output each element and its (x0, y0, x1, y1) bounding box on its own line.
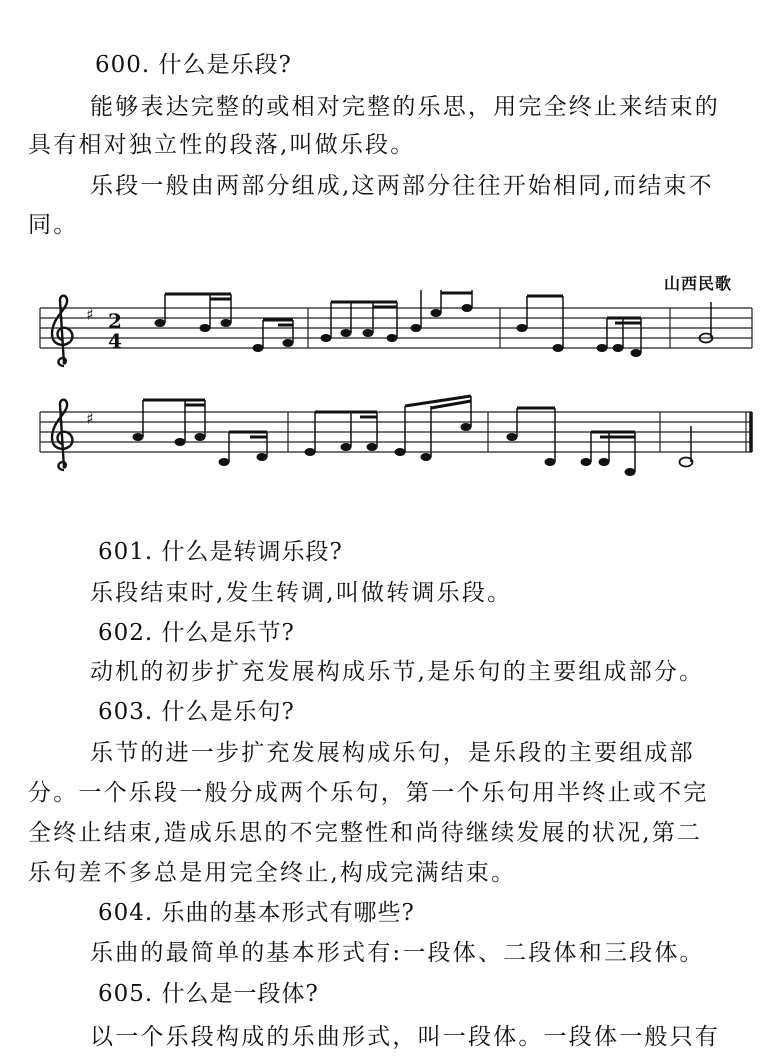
answer-605-line-1: 以一个乐段构成的乐曲形式，叫一段体。一段体一般只有 (90, 1024, 720, 1050)
music-staff-1 (0, 290, 779, 380)
answer-601: 乐段结束时,发生转调,叫做转调乐段。 (90, 580, 513, 606)
paragraph-600-line-1: 能够表达完整的或相对完整的乐思，用完全终止来结束的 (90, 94, 720, 120)
paragraph-600-line-3: 乐段一般由两部分组成,这两部分往往开始相同,而结束不 (90, 173, 714, 199)
answer-603-line-1: 乐节的进一步扩充发展构成乐句，是乐段的主要组成部 (90, 740, 695, 766)
treble-clef-icon (52, 296, 72, 366)
heading-603: 603. 什么是乐句? (98, 699, 295, 725)
svg-text:2: 2 (108, 309, 122, 333)
treble-clef-icon (52, 400, 72, 470)
answer-604: 乐曲的最简单的基本形式有:一段体、二段体和三段体。 (90, 940, 705, 966)
paragraph-600-line-2: 具有相对独立性的段落,叫做乐段。 (28, 132, 416, 158)
answer-603-line-3: 全终止结束,造成乐思的不完整性和尚待继续发展的状况,第二 (28, 820, 703, 846)
score-credit: 山西民歌 (664, 274, 733, 293)
heading-604: 604. 乐曲的基本形式有哪些? (98, 900, 415, 926)
answer-602: 动机的初步扩充发展构成乐节,是乐句的主要组成部分。 (90, 659, 705, 685)
heading-605: 605. 什么是一段体? (98, 981, 319, 1007)
answer-603-line-2: 分。一个乐段一般分成两个乐句，第一个乐句用半终止或不完 (28, 780, 709, 806)
music-staff-2 (0, 392, 779, 492)
svg-text:♯: ♯ (86, 305, 94, 324)
svg-text:♯: ♯ (86, 409, 94, 428)
svg-text:4: 4 (108, 329, 122, 353)
heading-601: 601. 什么是转调乐段? (98, 539, 343, 565)
answer-603-line-4: 乐句差不多总是用完全终止,构成完满结束。 (28, 860, 517, 886)
heading-600: 600. 什么是乐段? (95, 52, 292, 78)
paragraph-600-line-4: 同。 (28, 212, 79, 238)
heading-602: 602. 什么是乐节? (98, 620, 295, 646)
